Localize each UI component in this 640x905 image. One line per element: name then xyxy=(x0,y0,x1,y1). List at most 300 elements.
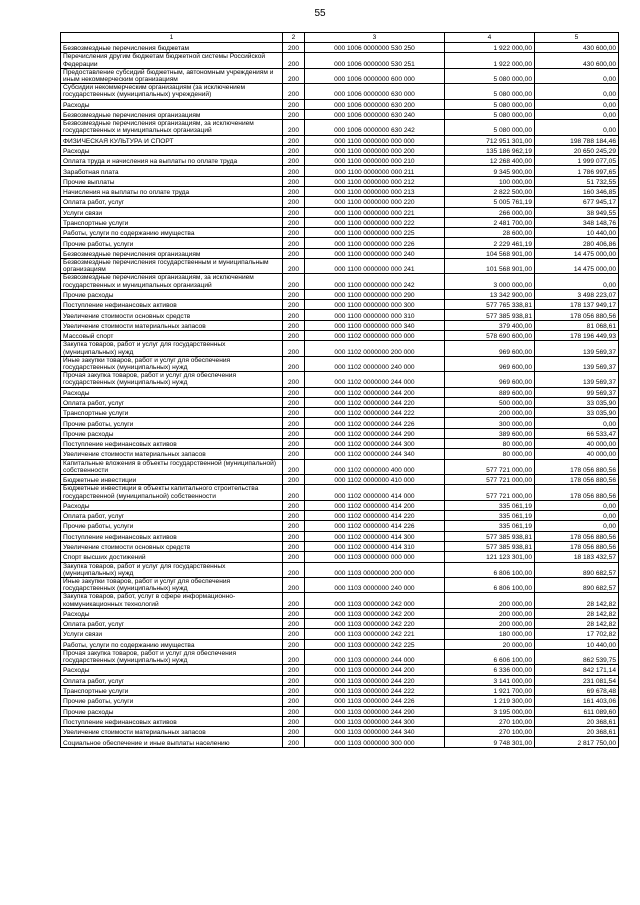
row-planned-cell: 9 748 301,00 xyxy=(445,737,535,747)
table-row xyxy=(61,428,619,438)
row-classification-cell: 000 1102 0000000 244 290 xyxy=(305,428,445,438)
table-row xyxy=(61,727,619,737)
row-name-cell: Оплата работ, услуг xyxy=(61,197,283,207)
row-planned-cell: 577 385 938,81 xyxy=(445,531,535,541)
table-row xyxy=(61,511,619,521)
row-planned-cell: 577 721 000,00 xyxy=(445,475,535,485)
row-code-cell: 200 xyxy=(283,53,305,68)
row-executed-cell: 1 786 997,65 xyxy=(535,166,619,176)
row-planned-cell: 578 690 600,00 xyxy=(445,331,535,341)
row-code-cell: 200 xyxy=(283,217,305,227)
row-executed-cell: 0,00 xyxy=(535,84,619,99)
row-code-cell: 200 xyxy=(283,310,305,320)
table-row xyxy=(61,217,619,227)
row-planned-cell: 266 000,00 xyxy=(445,207,535,217)
table-row xyxy=(61,197,619,207)
row-planned-cell: 6 606 100,00 xyxy=(445,649,535,664)
row-code-cell: 200 xyxy=(283,248,305,258)
row-executed-cell: 139 569,37 xyxy=(535,356,619,371)
row-classification-cell: 000 1102 0000000 240 000 xyxy=(305,356,445,371)
row-code-cell: 200 xyxy=(283,99,305,109)
row-planned-cell: 135 186 962,19 xyxy=(445,145,535,155)
row-name-cell: Прочая закупка товаров, работ и услуг для обеспечения государственных (муниципальных) нужд xyxy=(61,372,283,387)
row-name-cell: Безвозмездные перечисления организациям xyxy=(61,248,283,258)
row-code-cell: 200 xyxy=(283,685,305,695)
row-planned-cell: 5 080 000,00 xyxy=(445,68,535,83)
table-row xyxy=(61,500,619,510)
table-row xyxy=(61,99,619,109)
table-row xyxy=(61,531,619,541)
row-name-cell: Социальное обеспечение и иные выплаты населению xyxy=(61,737,283,747)
row-name-cell: Оплата работ, услуг xyxy=(61,675,283,685)
row-planned-cell: 5 005 761,19 xyxy=(445,197,535,207)
page-number: 55 xyxy=(314,8,326,19)
row-planned-cell: 335 061,19 xyxy=(445,511,535,521)
table-row xyxy=(61,649,619,664)
row-executed-cell: 20 368,61 xyxy=(535,727,619,737)
row-classification-cell: 000 1102 0000000 414 220 xyxy=(305,511,445,521)
table-row xyxy=(61,53,619,68)
row-code-cell: 200 xyxy=(283,356,305,371)
row-classification-cell: 000 1102 0000000 414 200 xyxy=(305,500,445,510)
row-classification-cell: 000 1006 0000000 530 250 xyxy=(305,43,445,53)
row-executed-cell: 10 440,00 xyxy=(535,228,619,238)
row-code-cell: 200 xyxy=(283,84,305,99)
header-col-4: 4 xyxy=(445,33,535,43)
row-executed-cell: 66 533,47 xyxy=(535,428,619,438)
row-name-cell: Услуги связи xyxy=(61,207,283,217)
table-row xyxy=(61,619,619,629)
row-planned-cell: 6 336 000,00 xyxy=(445,665,535,675)
table-row xyxy=(61,356,619,371)
row-code-cell: 200 xyxy=(283,562,305,577)
row-code-cell: 200 xyxy=(283,675,305,685)
row-executed-cell: 231 081,54 xyxy=(535,675,619,685)
row-name-cell: Прочие работы, услуги xyxy=(61,238,283,248)
row-classification-cell: 000 1103 0000000 240 000 xyxy=(305,577,445,592)
row-name-cell: Оплата работ, услуг xyxy=(61,619,283,629)
row-planned-cell: 1 219 300,00 xyxy=(445,696,535,706)
row-name-cell: Расходы xyxy=(61,500,283,510)
row-classification-cell: 000 1102 0000000 244 300 xyxy=(305,439,445,449)
row-code-cell: 200 xyxy=(283,418,305,428)
row-executed-cell: 0,00 xyxy=(535,274,619,289)
row-classification-cell: 000 1100 0000000 000 300 xyxy=(305,300,445,310)
row-executed-cell: 38 949,55 xyxy=(535,207,619,217)
row-classification-cell: 000 1100 0000000 000 340 xyxy=(305,320,445,330)
row-executed-cell: 430 600,00 xyxy=(535,53,619,68)
row-code-cell: 200 xyxy=(283,372,305,387)
row-planned-cell: 200 000,00 xyxy=(445,593,535,608)
row-name-cell: Оплата работ, услуг xyxy=(61,511,283,521)
row-code-cell: 200 xyxy=(283,156,305,166)
row-classification-cell: 000 1102 0000000 244 000 xyxy=(305,372,445,387)
row-executed-cell: 611 089,60 xyxy=(535,706,619,716)
row-planned-cell: 5 080 000,00 xyxy=(445,109,535,119)
row-classification-cell: 000 1100 0000000 000 222 xyxy=(305,217,445,227)
row-name-cell: Безвозмездные перечисления государственным и муниципальным организациям xyxy=(61,259,283,274)
row-code-cell: 200 xyxy=(283,577,305,592)
row-planned-cell: 335 061,19 xyxy=(445,500,535,510)
row-name-cell: Безвозмездные перечисления организациям xyxy=(61,109,283,119)
row-name-cell: Прочие работы, услуги xyxy=(61,696,283,706)
row-classification-cell: 000 1100 0000000 000 290 xyxy=(305,289,445,299)
row-name-cell: Прочие расходы xyxy=(61,706,283,716)
row-classification-cell: 000 1100 0000000 000 242 xyxy=(305,274,445,289)
table-row xyxy=(61,135,619,145)
row-code-cell: 200 xyxy=(283,639,305,649)
row-code-cell: 200 xyxy=(283,696,305,706)
row-classification-cell: 000 1103 0000000 242 220 xyxy=(305,619,445,629)
row-code-cell: 200 xyxy=(283,531,305,541)
row-name-cell: Оплата работ, услуг xyxy=(61,397,283,407)
row-classification-cell: 000 1006 0000000 600 000 xyxy=(305,68,445,83)
row-executed-cell: 18 183 432,57 xyxy=(535,552,619,562)
row-classification-cell: 000 1103 0000000 242 200 xyxy=(305,608,445,618)
table-row xyxy=(61,521,619,531)
row-classification-cell: 000 1102 0000000 414 000 xyxy=(305,485,445,500)
row-code-cell: 200 xyxy=(283,716,305,726)
row-code-cell: 200 xyxy=(283,228,305,238)
row-planned-cell: 577 721 000,00 xyxy=(445,485,535,500)
row-classification-cell: 000 1103 0000000 242 000 xyxy=(305,593,445,608)
row-executed-cell: 17 702,82 xyxy=(535,629,619,639)
row-executed-cell: 178 056 880,56 xyxy=(535,541,619,551)
row-classification-cell: 000 1102 0000000 410 000 xyxy=(305,475,445,485)
row-executed-cell: 677 945,17 xyxy=(535,197,619,207)
row-code-cell: 200 xyxy=(283,300,305,310)
row-classification-cell: 000 1103 0000000 242 221 xyxy=(305,629,445,639)
row-executed-cell: 10 440,00 xyxy=(535,639,619,649)
row-classification-cell: 000 1100 0000000 000 200 xyxy=(305,145,445,155)
row-code-cell: 200 xyxy=(283,619,305,629)
table-row xyxy=(61,562,619,577)
row-classification-cell: 000 1103 0000000 244 000 xyxy=(305,649,445,664)
row-executed-cell: 51 732,55 xyxy=(535,176,619,186)
row-planned-cell: 712 951 301,00 xyxy=(445,135,535,145)
row-classification-cell: 000 1006 0000000 630 000 xyxy=(305,84,445,99)
row-code-cell: 200 xyxy=(283,331,305,341)
row-planned-cell: 389 600,00 xyxy=(445,428,535,438)
row-planned-cell: 300 000,00 xyxy=(445,418,535,428)
table-row xyxy=(61,408,619,418)
row-name-cell: Оплата труда и начисления на выплаты по оплате труда xyxy=(61,156,283,166)
row-planned-cell: 3 000 000,00 xyxy=(445,274,535,289)
row-name-cell: Расходы xyxy=(61,608,283,618)
row-classification-cell: 000 1006 0000000 630 200 xyxy=(305,99,445,109)
row-executed-cell: 178 056 880,56 xyxy=(535,531,619,541)
row-classification-cell: 000 1102 0000000 414 226 xyxy=(305,521,445,531)
row-name-cell: Заработная плата xyxy=(61,166,283,176)
row-planned-cell: 28 600,00 xyxy=(445,228,535,238)
row-code-cell: 200 xyxy=(283,706,305,716)
table-row xyxy=(61,228,619,238)
row-executed-cell: 0,00 xyxy=(535,418,619,428)
row-name-cell: Увеличение стоимости основных средств xyxy=(61,541,283,551)
row-classification-cell: 000 1100 0000000 000 210 xyxy=(305,156,445,166)
row-planned-cell: 270 100,00 xyxy=(445,716,535,726)
row-code-cell: 200 xyxy=(283,197,305,207)
row-executed-cell: 14 475 000,00 xyxy=(535,248,619,258)
row-classification-cell: 000 1102 0000000 400 000 xyxy=(305,459,445,474)
row-classification-cell: 000 1103 0000000 244 222 xyxy=(305,685,445,695)
row-executed-cell: 198 788 184,46 xyxy=(535,135,619,145)
table-row xyxy=(61,696,619,706)
row-name-cell: Прочие работы, услуги xyxy=(61,418,283,428)
row-code-cell: 200 xyxy=(283,238,305,248)
row-name-cell: Прочие работы, услуги xyxy=(61,521,283,531)
row-executed-cell: 0,00 xyxy=(535,500,619,510)
table-row xyxy=(61,341,619,356)
row-code-cell: 200 xyxy=(283,541,305,551)
row-planned-cell: 5 080 000,00 xyxy=(445,84,535,99)
row-code-cell: 200 xyxy=(283,737,305,747)
table-row xyxy=(61,109,619,119)
row-classification-cell: 000 1100 0000000 000 241 xyxy=(305,259,445,274)
row-classification-cell: 000 1103 0000000 300 000 xyxy=(305,737,445,747)
row-name-cell: Закупка товаров, работ, услуг в сфере информационно-коммуникационных технологий xyxy=(61,593,283,608)
row-executed-cell: 890 682,57 xyxy=(535,577,619,592)
row-planned-cell: 500 000,00 xyxy=(445,397,535,407)
row-classification-cell: 000 1006 0000000 630 240 xyxy=(305,109,445,119)
budget-table xyxy=(60,32,619,748)
row-executed-cell: 280 406,86 xyxy=(535,238,619,248)
row-planned-cell: 6 806 100,00 xyxy=(445,562,535,577)
row-code-cell: 200 xyxy=(283,428,305,438)
table-row xyxy=(61,372,619,387)
row-planned-cell: 577 385 938,81 xyxy=(445,310,535,320)
table-row xyxy=(61,593,619,608)
row-planned-cell: 969 600,00 xyxy=(445,356,535,371)
row-planned-cell: 200 000,00 xyxy=(445,619,535,629)
row-planned-cell: 1 922 000,00 xyxy=(445,43,535,53)
row-code-cell: 200 xyxy=(283,135,305,145)
row-classification-cell: 000 1102 0000000 244 340 xyxy=(305,449,445,459)
row-executed-cell: 28 142,82 xyxy=(535,608,619,618)
row-name-cell: Иные закупки товаров, работ и услуг для обеспечения государственных (муниципальных) нужд xyxy=(61,577,283,592)
row-classification-cell: 000 1102 0000000 200 000 xyxy=(305,341,445,356)
row-executed-cell: 33 035,90 xyxy=(535,397,619,407)
row-name-cell: Закупка товаров, работ и услуг для государственных (муниципальных) нужд xyxy=(61,562,283,577)
row-code-cell: 200 xyxy=(283,68,305,83)
row-classification-cell: 000 1100 0000000 000 240 xyxy=(305,248,445,258)
table-row xyxy=(61,310,619,320)
row-executed-cell: 20 368,61 xyxy=(535,716,619,726)
row-planned-cell: 379 400,00 xyxy=(445,320,535,330)
row-name-cell: Увеличение стоимости материальных запасов xyxy=(61,727,283,737)
row-code-cell: 200 xyxy=(283,608,305,618)
table-row xyxy=(61,439,619,449)
row-planned-cell: 2 481 700,00 xyxy=(445,217,535,227)
table-row xyxy=(61,238,619,248)
table-row xyxy=(61,675,619,685)
row-executed-cell: 33 035,90 xyxy=(535,408,619,418)
row-planned-cell: 13 342 900,00 xyxy=(445,289,535,299)
row-name-cell: Транспортные услуги xyxy=(61,217,283,227)
row-executed-cell: 161 403,06 xyxy=(535,696,619,706)
table-row xyxy=(61,166,619,176)
row-name-cell: Прочие расходы xyxy=(61,428,283,438)
row-planned-cell: 3 141 000,00 xyxy=(445,675,535,685)
row-executed-cell: 0,00 xyxy=(535,521,619,531)
row-code-cell: 200 xyxy=(283,475,305,485)
table-row xyxy=(61,716,619,726)
table-row xyxy=(61,475,619,485)
row-planned-cell: 889 600,00 xyxy=(445,387,535,397)
row-name-cell: Иные закупки товаров, работ и услуг для обеспечения государственных (муниципальных) нужд xyxy=(61,356,283,371)
row-name-cell: Безвозмездные перечисления бюджетам xyxy=(61,43,283,53)
row-name-cell: Расходы xyxy=(61,145,283,155)
table-row xyxy=(61,485,619,500)
row-name-cell: Расходы xyxy=(61,665,283,675)
row-name-cell: Безвозмездные перечисления организациям, за исключением государственных и муниципальных организаций xyxy=(61,120,283,135)
row-planned-cell: 577 765 338,81 xyxy=(445,300,535,310)
row-name-cell: Предоставление субсидий бюджетным, автономным учреждениям и иным некоммерческим организациям xyxy=(61,68,283,83)
row-executed-cell: 3 498 223,07 xyxy=(535,289,619,299)
table-row xyxy=(61,248,619,258)
row-executed-cell: 2 817 750,00 xyxy=(535,737,619,747)
row-code-cell: 200 xyxy=(283,552,305,562)
row-executed-cell: 348 148,76 xyxy=(535,217,619,227)
row-planned-cell: 121 123 301,00 xyxy=(445,552,535,562)
row-name-cell: Транспортные услуги xyxy=(61,685,283,695)
table-row xyxy=(61,387,619,397)
row-name-cell: Увеличение стоимости материальных запасов xyxy=(61,449,283,459)
row-executed-cell: 862 539,75 xyxy=(535,649,619,664)
row-name-cell: Услуги связи xyxy=(61,629,283,639)
row-name-cell: Работы, услуги по содержанию имущества xyxy=(61,228,283,238)
table-row xyxy=(61,300,619,310)
row-name-cell: Спорт высших достижений xyxy=(61,552,283,562)
row-planned-cell: 80 000,00 xyxy=(445,439,535,449)
table-row xyxy=(61,289,619,299)
table-row xyxy=(61,259,619,274)
row-executed-cell: 0,00 xyxy=(535,109,619,119)
row-classification-cell: 000 1100 0000000 000 212 xyxy=(305,176,445,186)
header-col-3: 3 xyxy=(305,33,445,43)
row-name-cell: Массовый спорт xyxy=(61,331,283,341)
row-planned-cell: 9 345 900,00 xyxy=(445,166,535,176)
row-executed-cell: 178 137 949,17 xyxy=(535,300,619,310)
row-planned-cell: 1 921 700,00 xyxy=(445,685,535,695)
header-col-1: 1 xyxy=(61,33,283,43)
row-planned-cell: 2 822 500,00 xyxy=(445,187,535,197)
row-code-cell: 200 xyxy=(283,727,305,737)
row-classification-cell: 000 1006 0000000 630 242 xyxy=(305,120,445,135)
table-row xyxy=(61,84,619,99)
row-planned-cell: 100 000,00 xyxy=(445,176,535,186)
row-executed-cell: 0,00 xyxy=(535,511,619,521)
row-name-cell: Прочие расходы xyxy=(61,289,283,299)
row-classification-cell: 000 1100 0000000 000 225 xyxy=(305,228,445,238)
row-name-cell: Безвозмездные перечисления организациям, за исключением государственных и муниципальных организаций xyxy=(61,274,283,289)
row-code-cell: 200 xyxy=(283,521,305,531)
table-row xyxy=(61,449,619,459)
row-classification-cell: 000 1102 0000000 244 226 xyxy=(305,418,445,428)
row-code-cell: 200 xyxy=(283,259,305,274)
row-classification-cell: 000 1102 0000000 000 000 xyxy=(305,331,445,341)
table-body xyxy=(61,43,619,748)
row-classification-cell: 000 1103 0000000 244 226 xyxy=(305,696,445,706)
row-planned-cell: 20 000,00 xyxy=(445,639,535,649)
row-planned-cell: 200 000,00 xyxy=(445,408,535,418)
row-executed-cell: 0,00 xyxy=(535,68,619,83)
row-executed-cell: 99 569,37 xyxy=(535,387,619,397)
row-code-cell: 200 xyxy=(283,397,305,407)
row-name-cell: Бюджетные инвестиции в объекты капитального строительства государственной (муниципальной) собственности xyxy=(61,485,283,500)
row-classification-cell: 000 1103 0000000 244 340 xyxy=(305,727,445,737)
row-code-cell: 200 xyxy=(283,649,305,664)
row-name-cell: Работы, услуги по содержанию имущества xyxy=(61,639,283,649)
row-executed-cell: 178 056 880,56 xyxy=(535,485,619,500)
row-name-cell: Расходы xyxy=(61,99,283,109)
row-executed-cell: 0,00 xyxy=(535,120,619,135)
row-code-cell: 200 xyxy=(283,485,305,500)
row-executed-cell: 430 600,00 xyxy=(535,43,619,53)
row-executed-cell: 890 682,57 xyxy=(535,562,619,577)
row-name-cell: Начисления на выплаты по оплате труда xyxy=(61,187,283,197)
row-classification-cell: 000 1100 0000000 000 310 xyxy=(305,310,445,320)
row-planned-cell: 200 000,00 xyxy=(445,608,535,618)
table-row xyxy=(61,577,619,592)
row-classification-cell: 000 1100 0000000 000 000 xyxy=(305,135,445,145)
row-executed-cell: 842 171,14 xyxy=(535,665,619,675)
table-row xyxy=(61,665,619,675)
row-code-cell: 200 xyxy=(283,511,305,521)
row-code-cell: 200 xyxy=(283,500,305,510)
row-executed-cell: 139 569,37 xyxy=(535,372,619,387)
row-code-cell: 200 xyxy=(283,459,305,474)
table-row xyxy=(61,156,619,166)
row-name-cell: Поступление нефинансовых активов xyxy=(61,439,283,449)
table-row xyxy=(61,331,619,341)
row-planned-cell: 969 600,00 xyxy=(445,372,535,387)
table-row xyxy=(61,552,619,562)
row-classification-cell: 000 1103 0000000 242 225 xyxy=(305,639,445,649)
table-row xyxy=(61,274,619,289)
table-row xyxy=(61,320,619,330)
row-classification-cell: 000 1102 0000000 414 310 xyxy=(305,541,445,551)
row-code-cell: 200 xyxy=(283,176,305,186)
table-row xyxy=(61,43,619,53)
row-classification-cell: 000 1100 0000000 000 220 xyxy=(305,197,445,207)
row-code-cell: 200 xyxy=(283,387,305,397)
row-planned-cell: 2 229 461,19 xyxy=(445,238,535,248)
row-planned-cell: 270 100,00 xyxy=(445,727,535,737)
table-row xyxy=(61,459,619,474)
row-classification-cell: 000 1100 0000000 000 221 xyxy=(305,207,445,217)
row-code-cell: 200 xyxy=(283,289,305,299)
row-name-cell: Субсидии некоммерческим организациям (за исключением государственных (муниципальных) учреждений) xyxy=(61,84,283,99)
row-code-cell: 200 xyxy=(283,274,305,289)
row-classification-cell: 000 1102 0000000 244 200 xyxy=(305,387,445,397)
row-planned-cell: 577 385 938,81 xyxy=(445,541,535,551)
row-code-cell: 200 xyxy=(283,166,305,176)
row-planned-cell: 577 721 000,00 xyxy=(445,459,535,474)
row-classification-cell: 000 1103 0000000 200 000 xyxy=(305,562,445,577)
row-classification-cell: 000 1103 0000000 244 300 xyxy=(305,716,445,726)
row-planned-cell: 5 080 000,00 xyxy=(445,99,535,109)
row-planned-cell: 5 080 000,00 xyxy=(445,120,535,135)
row-code-cell: 200 xyxy=(283,341,305,356)
row-executed-cell: 69 678,48 xyxy=(535,685,619,695)
row-executed-cell: 139 569,37 xyxy=(535,341,619,356)
row-executed-cell: 14 475 000,00 xyxy=(535,259,619,274)
row-executed-cell: 81 068,61 xyxy=(535,320,619,330)
row-classification-cell: 000 1006 0000000 530 251 xyxy=(305,53,445,68)
row-code-cell: 200 xyxy=(283,145,305,155)
row-executed-cell: 178 196 449,93 xyxy=(535,331,619,341)
